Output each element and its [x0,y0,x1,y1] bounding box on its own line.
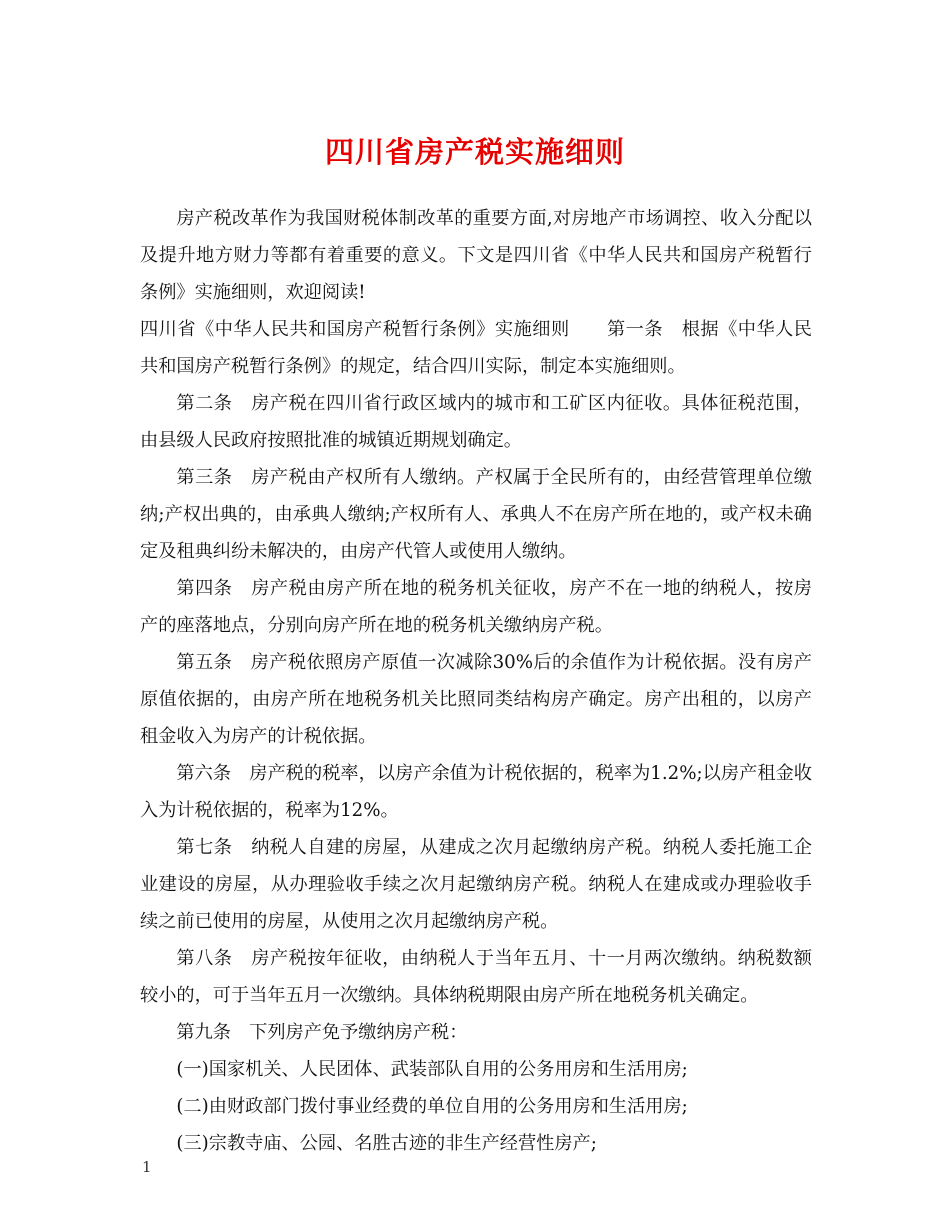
document-title: 四川省房产税实施细则 [324,135,625,169]
article-9-paragraph: 第九条 下列房产免予缴纳房产税： [176,1022,468,1043]
article-3-paragraph: 第三条 房产税由产权所有人缴纳。产权属于全民所有的，由经营管理单位缴纳;产权出典的，由承典人缴纳;产权所有人、承典人不在房产所在地的，或产权未确定及租典纠纷未解决的，由房产代管人或使用人缴纳。 [140,467,812,562]
article-4-paragraph: 第四条 房产税由房产所在地的税务机关征收，房产不在一地的纳税人，按房产的座落地点，分别向房产所在地的税务机关缴纳房产税。 [140,578,812,636]
article-6-paragraph: 第六条 房产税的税率，以房产余值为计税依据的，税率为1.2%;以房产租金收入为计税依据的，税率为12%。 [140,763,812,821]
exemption-item-1: (一)国家机关、人民团体、武装部队自用的公务用房和生活用房; [176,1059,688,1080]
article-2-paragraph: 第二条 房产税在四川省行政区域内的城市和工矿区内征收。具体征税范围，由县级人民政府按照批准的城镇近期规划确定。 [140,393,812,451]
article-5-paragraph: 第五条 房产税依照房产原值一次减除30%后的余值作为计税依据。没有房产原值依据的，由房产所在地税务机关比照同类结构房产确定。房产出租的，以房产租金收入为房产的计税依据。 [140,652,812,747]
document-body [140,200,812,1162]
page-number: 1 [142,1158,152,1176]
intro-paragraph: 房产税改革作为我国财税体制改革的重要方面,对房地产市场调控、收入分配以及提升地方财力等都有着重要的意义。下文是四川省《中华人民共和国房产税暂行条例》实施细则，欢迎阅读! [140,208,812,303]
article-1-paragraph: 四川省《中华人民共和国房产税暂行条例》实施细则 第一条 根据《中华人民共和国房产税暂行条例》的规定，结合四川实际，制定本实施细则。 [140,319,812,377]
exemption-item-2: (二)由财政部门拨付事业经费的单位自用的公务用房和生活用房; [176,1096,688,1117]
exemption-item-3: (三)宗教寺庙、公园、名胜古迹的非生产经营性房产; [176,1133,597,1154]
article-8-paragraph: 第八条 房产税按年征收，由纳税人于当年五月、十一月两次缴纳。纳税数额较小的，可于当年五月一次缴纳。具体纳税期限由房产所在地税务机关确定。 [140,948,812,1006]
article-7-paragraph: 第七条 纳税人自建的房屋，从建成之次月起缴纳房产税。纳税人委托施工企业建设的房屋，从办理验收手续之次月起缴纳房产税。纳税人在建成或办理验收手续之前已使用的房屋，从使用之次月起缴纳房产税。 [140,837,812,932]
